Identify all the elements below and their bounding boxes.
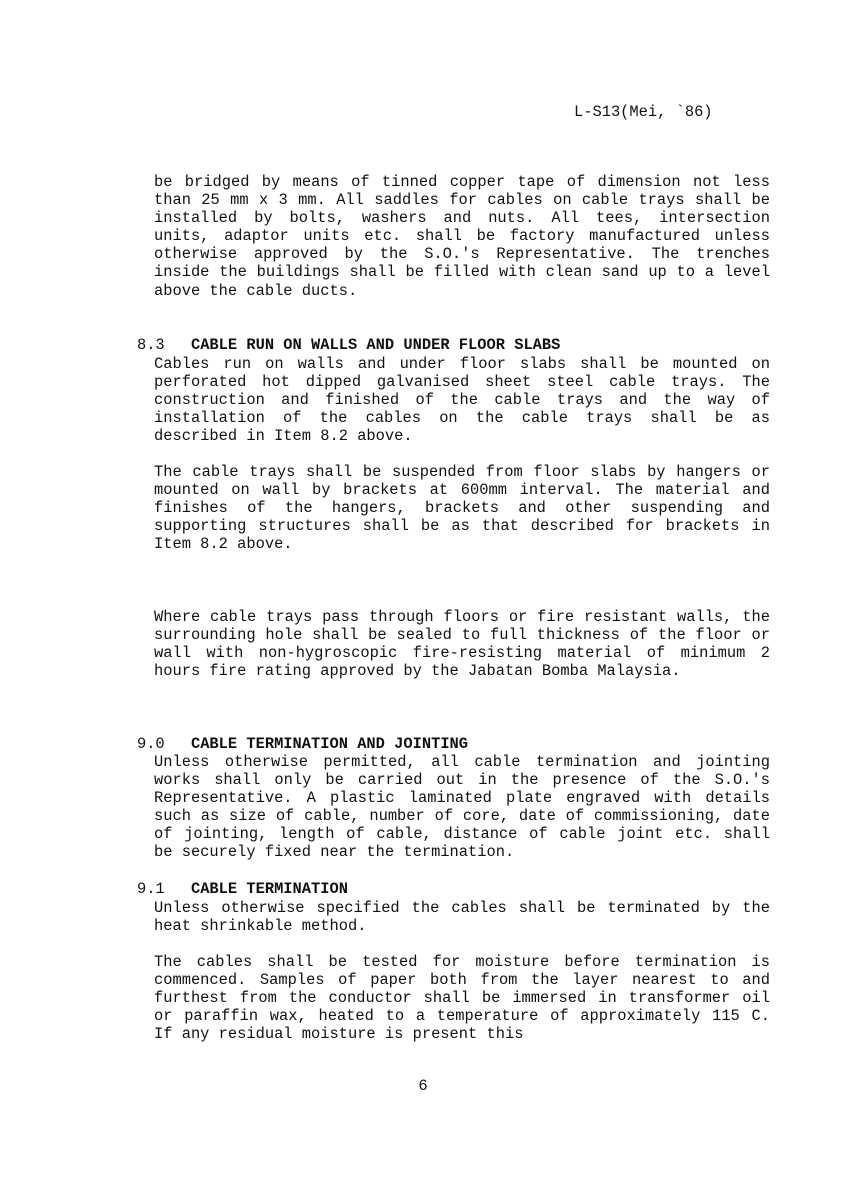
paragraph-8-3-3: Where cable trays pass through floors or fire resistant walls, the surrounding hole shall be sealed to full thickness of the floor or wall with non-hygroscopic fire-resisting material of minimum 2 hours fire rating approved by the Jabatan Bomba Malaysia.	[154, 608, 770, 681]
document-reference: L-S13(Mei, `86)	[574, 103, 713, 121]
paragraph-9-1-1: Unless otherwise specified the cables shall be terminated by the heat shrinkable method.	[154, 899, 770, 936]
section-title: CABLE TERMINATION	[190, 880, 348, 899]
section-title: CABLE RUN ON WALLS AND UNDER FLOOR SLABS	[190, 336, 561, 355]
paragraph-8-3-1: Cables run on walls and under floor slabs shall be mounted on perforated hot dipped galvanised sheet steel cable trays. The construction and finished of the cable trays and the way of installation of the cables on the cable trays shall be as described in Item 8.2 above.	[154, 355, 770, 446]
section-number: 8.3	[136, 336, 165, 355]
section-title: CABLE TERMINATION AND JOINTING	[190, 735, 469, 754]
section-number: 9.1	[136, 880, 165, 899]
paragraph-9-0-1: Unless otherwise permitted, all cable termination and jointing works shall only be carried out in the presence of the S.O.'s Representative. A plastic laminated plate engraved with details such as size of cable, number of core, date of commissioning, date of jointing, length of cable, distance of cable joint etc. shall be securely fixed near the termination.	[154, 753, 770, 862]
section-number: 9.0	[136, 735, 165, 754]
page-number: 6	[418, 1077, 428, 1095]
paragraph-8-3-2: The cable trays shall be suspended from floor slabs by hangers or mounted on wall by brackets at 600mm interval. The material and finishes of the hangers, brackets and other suspending and supporting structures shall be as that described for brackets in Item 8.2 above.	[154, 463, 770, 554]
paragraph-9-1-2: The cables shall be tested for moisture before termination is commenced. Samples of paper both from the layer nearest to and furthest from the conductor shall be immersed in transformer oil or paraffin wax, heated to a temperature of approximately 115 C. If any residual moisture is present this	[154, 953, 770, 1044]
paragraph-intro: be bridged by means of tinned copper tape of dimension not less than 25 mm x 3 mm. All saddles for cables on cable trays shall be installed by bolts, washers and nuts. All tees, intersection units, adaptor units etc. shall be factory manufactured unless otherwise approved by the S.O.'s Representative. The trenches inside the buildings shall be filled with clean sand up to a level above the cable ducts.	[154, 173, 770, 300]
